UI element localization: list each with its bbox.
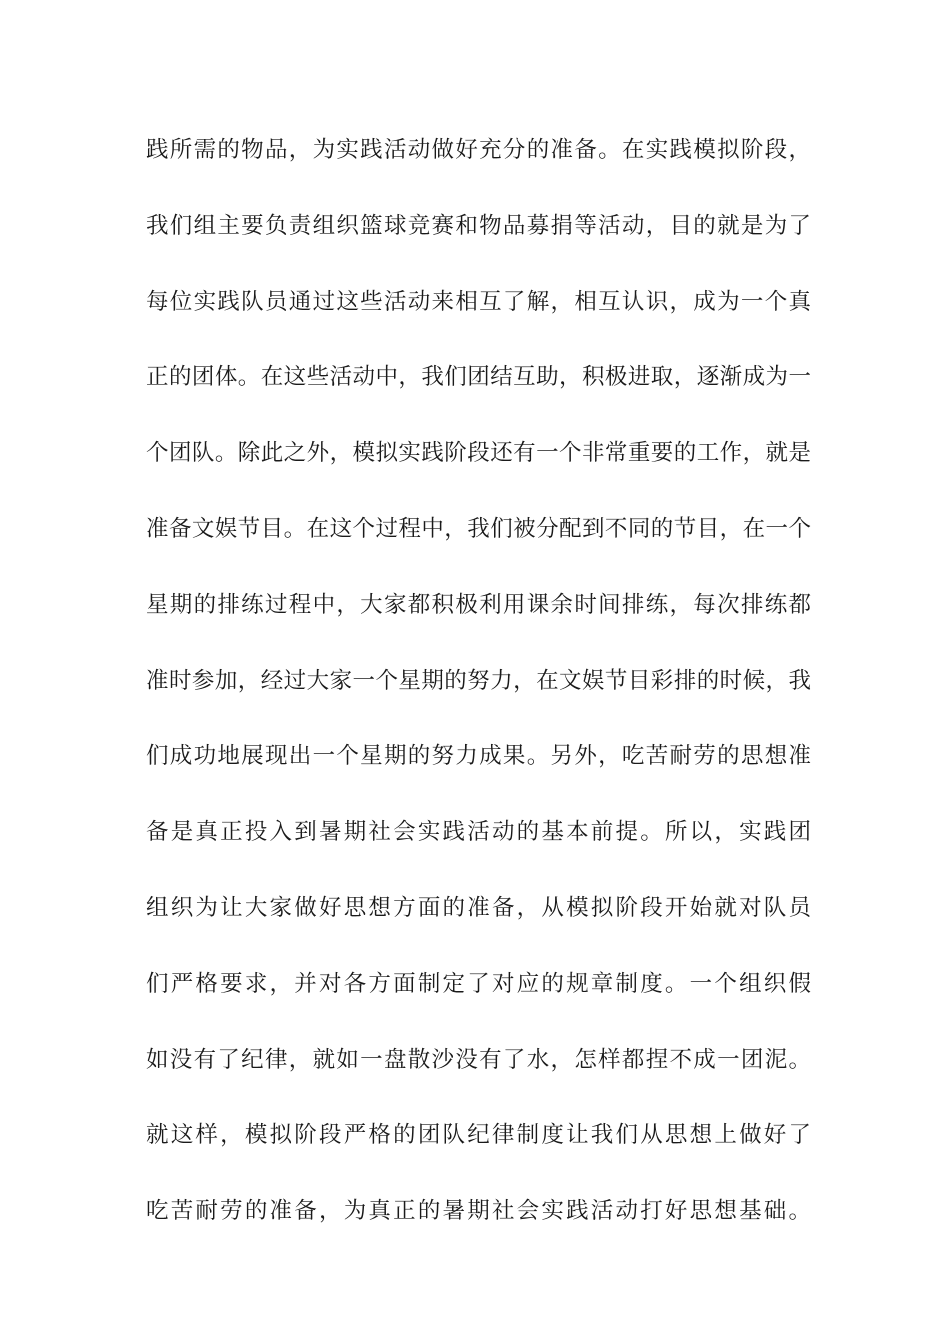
text-line: 们成功地展现出一个星期的努力成果。另外，吃苦耐劳的思想准 [146,743,811,770]
text-line: 如没有了纪律，就如一盘散沙没有了水，怎样都捏不成一团泥。 [146,1046,811,1073]
text-line: 就这样，模拟阶段严格的团队纪律制度让我们从思想上做好了 [146,1122,811,1149]
text-line: 个团队。除此之外，模拟实践阶段还有一个非常重要的工作，就是 [146,440,811,467]
text-line: 组织为让大家做好思想方面的准备，从模拟阶段开始就对队员 [146,894,811,921]
text-line: 准时参加，经过大家一个星期的努力，在文娱节目彩排的时候，我 [146,667,811,694]
text-line: 践所需的物品，为实践活动做好充分的准备。在实践模拟阶段， [146,137,811,163]
text-line: 我们组主要负责组织篮球竞赛和物品募捐等活动，目的就是为了 [146,212,811,239]
text-line: 们严格要求，并对各方面制定了对应的规章制度。一个组织假 [146,970,811,997]
text-line: 准备文娱节目。在这个过程中，我们被分配到不同的节目，在一个 [146,515,811,542]
text-line: 吃苦耐劳的准备，为真正的暑期社会实践活动打好思想基础。 [146,1198,811,1225]
text-line: 每位实践队员通过这些活动来相互了解，相互认识，成为一个真 [146,288,811,315]
text-line: 备是真正投入到暑期社会实践活动的基本前提。所以，实践团 [146,819,811,846]
body-text [146,126,811,1263]
text-line: 正的团体。在这些活动中，我们团结互助，积极进取，逐渐成为一 [146,364,811,391]
text-line: 星期的排练过程中，大家都积极利用课余时间排练，每次排练都 [146,591,811,618]
